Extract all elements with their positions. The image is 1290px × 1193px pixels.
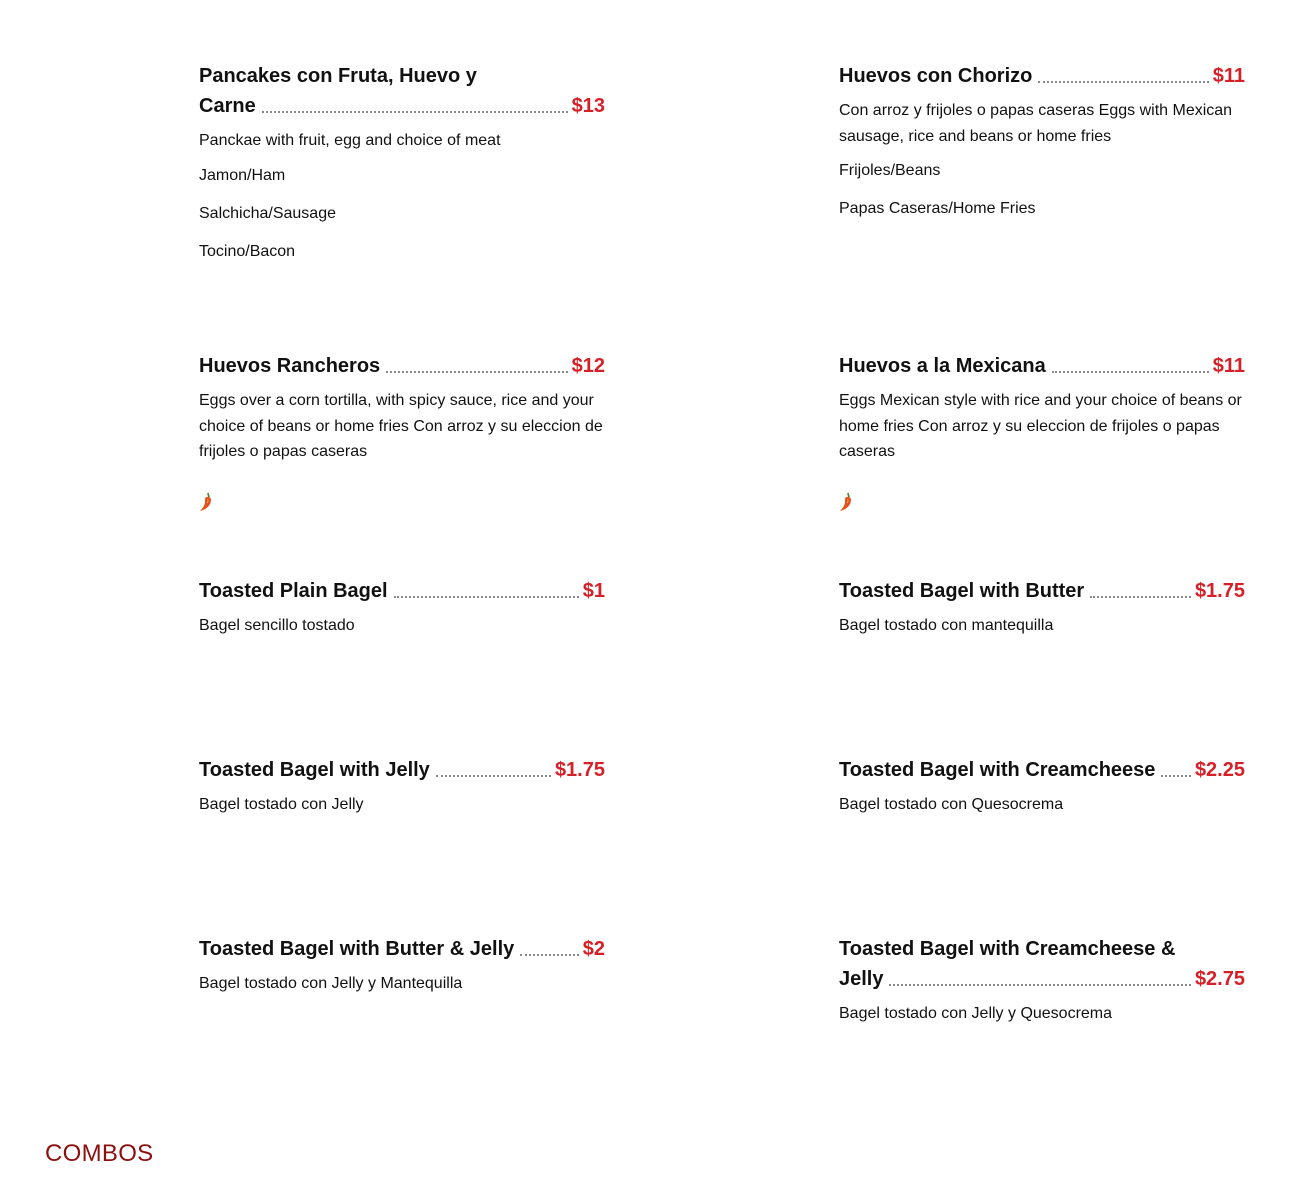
item-title-line2: Jelly [839,968,884,990]
menu-item-pancakes [199,61,605,280]
item-title-row [839,576,1245,606]
item-title-row [839,755,1245,785]
item-title: Huevos Rancheros [199,355,381,377]
item-description: Eggs Mexican style with rice and your choice of beans or home fries Con arroz y su eleccion de frijoles o papas caseras [839,392,1242,460]
dot-leader [520,954,579,956]
item-title: Huevos a la Mexicana [839,355,1046,377]
item-description: Bagel tostado con Jelly [199,796,364,813]
item-description: Bagel tostado con Jelly y Mantequilla [199,975,463,992]
dot-leader [1052,371,1209,373]
item-description: Bagel tostado con Quesocrema [839,796,1064,813]
item-title-row [199,91,605,121]
item-price: $1.75 [554,759,605,781]
chili-pepper-icon [199,491,215,513]
dot-leader [386,371,567,373]
menu-item-toasted-bagel-jelly [199,755,605,818]
item-description: Bagel tostado con Jelly y Quesocrema [839,1005,1113,1022]
item-title-row [199,351,605,381]
option-beans: Frijoles/Beans [839,162,941,179]
menu-item-huevos-rancheros [199,351,605,513]
menu-item-huevos-a-la-mexicana [839,351,1245,513]
item-title-row [199,576,605,606]
item-title-line1: Toasted Bagel with Creamcheese & [839,938,1176,960]
option-ham: Jamon/Ham [199,166,286,184]
dot-leader [394,596,579,598]
item-title-row [839,351,1245,381]
dot-leader [262,111,568,113]
dot-leader [1161,775,1191,777]
item-price: $1 [582,580,605,602]
menu-item-toasted-bagel-creamcheese [839,755,1245,818]
dot-leader [436,775,551,777]
dot-leader [1090,596,1191,598]
item-title-row [839,964,1245,994]
item-options [839,161,1245,237]
item-options [199,166,605,280]
item-price: $11 [1212,65,1245,87]
item-title: Toasted Bagel with Creamcheese [839,759,1156,781]
menu-item-toasted-bagel-creamcheese-jelly [839,934,1245,1027]
item-title: Toasted Bagel with Jelly [199,759,430,781]
dot-leader [1038,81,1208,83]
item-description: Eggs over a corn tortilla, with spicy sauce, rice and your choice of beans or home fries Con arroz y su eleccion de frijoles o papas caseras [199,392,603,460]
item-price: $11 [1212,355,1245,377]
option-bacon: Tocino/Bacon [199,242,296,260]
item-price: $13 [571,95,605,117]
item-price: $2.25 [1194,759,1245,781]
menu-item-huevos-con-chorizo [839,61,1245,237]
item-title-row [199,755,605,785]
item-title: Toasted Bagel with Butter [839,580,1085,602]
item-title-row [199,934,605,964]
item-price: $2.75 [1194,968,1245,990]
option-sausage: Salchicha/Sausage [199,204,336,222]
item-title-row [839,61,1245,91]
item-description: Bagel sencillo tostado [199,617,355,634]
menu-item-toasted-bagel-butter-jelly [199,934,605,997]
item-title-line1: Pancakes con Fruta, Huevo y [199,65,477,87]
item-description: Con arroz y frijoles o papas caseras Eggs with Mexican sausage, rice and beans or home fries [839,102,1233,145]
item-price: $1.75 [1194,580,1245,602]
item-title: Toasted Plain Bagel [199,580,388,602]
option-home-fries: Papas Caseras/Home Fries [839,200,1036,217]
item-title-line2: Carne [199,95,256,117]
item-description: Panckae with fruit, egg and choice of meat [199,132,501,149]
dot-leader [889,984,1190,986]
item-title: Toasted Bagel with Butter & Jelly [199,938,515,960]
menu-item-toasted-bagel-butter [839,576,1245,639]
menu-item-toasted-plain-bagel [199,576,605,639]
item-price: $2 [582,938,605,960]
chili-pepper-icon [839,491,855,513]
item-price: $12 [571,355,605,377]
item-title: Huevos con Chorizo [839,65,1033,87]
item-description: Bagel tostado con mantequilla [839,617,1054,634]
section-title-combos: COMBOS [45,1140,154,1167]
